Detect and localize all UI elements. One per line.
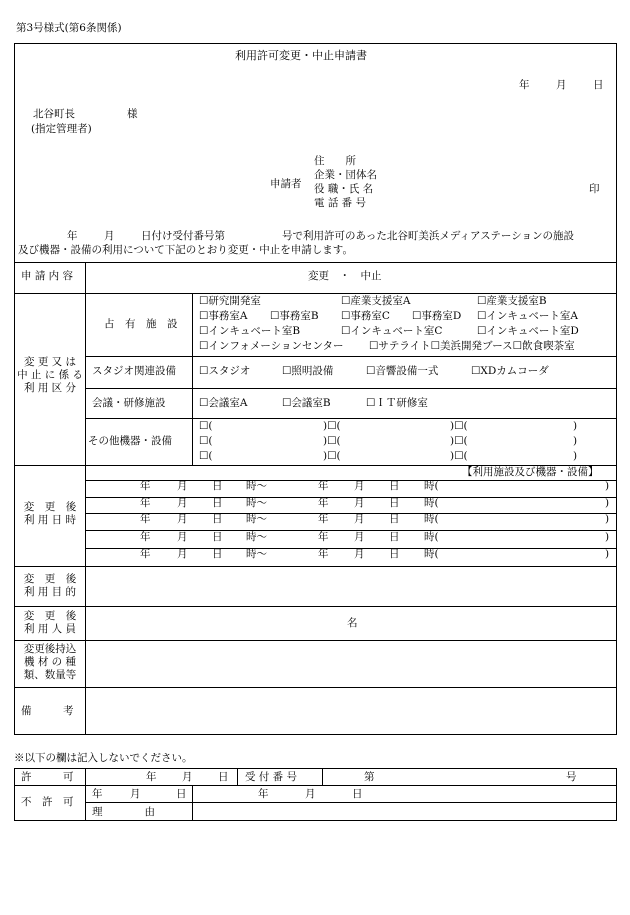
statement-line2: 及び機器・設備の利用について下記のとおり変更・中止を申請します。 — [18, 244, 353, 256]
datetime-year-r2: 年 — [140, 497, 151, 509]
remarks-label: 備 考 — [21, 705, 74, 717]
other-item-sep[interactable]: )☐( — [450, 435, 468, 447]
datetime-year-r1: 年 — [140, 480, 151, 492]
other-item-close: ) — [573, 435, 578, 447]
datetime-year-r1: 年 — [318, 480, 329, 492]
datetime-hour-r4: 時( — [424, 531, 439, 543]
datetime-hour-r2: 時( — [424, 497, 439, 509]
statement-line1: 号で利用許可のあった北谷町美浜メディアステーションの施設 — [282, 230, 575, 242]
applicant-name-label: 役 職・氏 名 — [314, 183, 374, 195]
checkbox-incubate-b[interactable]: ☐インキュベート室B — [199, 325, 301, 337]
checkbox-office-b[interactable]: ☐事務室B — [270, 310, 319, 322]
date-month-label: 月 — [556, 79, 567, 91]
datetime-note: 【利用施設及び機器・設備】 — [462, 466, 599, 478]
checkbox-satellite-group[interactable]: ☐サテライト☐美浜開発ブース☐飲食喫茶室 — [369, 340, 575, 352]
occupied-facility-label: 占 有 施 設 — [104, 318, 178, 330]
datetime-close-r2: ) — [605, 497, 610, 509]
permit-year: 年 — [146, 771, 157, 783]
nonpermit-year2: 年 — [258, 788, 269, 800]
other-item-sep[interactable]: )☐( — [323, 435, 341, 447]
datetime-month-r3: 月 — [177, 513, 188, 525]
permit-month: 月 — [182, 771, 193, 783]
datetime-hour-r5: 時( — [424, 548, 439, 560]
checkbox-lighting[interactable]: ☐照明設備 — [282, 365, 334, 377]
checkbox-incubate-d[interactable]: ☐インキュベート室D — [477, 325, 579, 337]
datetime-month-r4: 月 — [354, 531, 365, 543]
datetime-month-r5: 月 — [354, 548, 365, 560]
datetime-hour-from-r5: 時～ — [246, 548, 267, 560]
checkbox-sound[interactable]: ☐音響設備一式 — [366, 365, 439, 377]
addressee-manager: (指定管理者) — [31, 123, 92, 135]
form-number: 第3号様式(第6条関係) — [16, 22, 122, 34]
receipt-go: 号 — [566, 771, 577, 783]
receipt-dai: 第 — [364, 771, 375, 783]
datetime-day-r2: 日 — [389, 497, 400, 509]
nonpermit-label: 不 許 可 — [21, 796, 74, 808]
datetime-month-r1: 月 — [177, 480, 188, 492]
datetime-close-r5: ) — [605, 548, 610, 560]
date-day-label: 日 — [593, 79, 604, 91]
datetime-day-r1: 日 — [212, 480, 223, 492]
datetime-year-r4: 年 — [140, 531, 151, 543]
datetime-close-r1: ) — [605, 480, 610, 492]
other-item-open[interactable]: ☐( — [199, 420, 213, 432]
form-title: 利用許可変更・中止申請書 — [235, 49, 367, 62]
datetime-year-r3: 年 — [318, 513, 329, 525]
checkbox-office-a[interactable]: ☐事務室A — [199, 310, 248, 322]
addressee-name: 北谷町長 — [33, 108, 75, 120]
datetime-month-r4: 月 — [177, 531, 188, 543]
equipment-label: 変更後持込 機 材 の 種 類、数量等 — [23, 643, 77, 681]
office-note: ※以下の欄は記入しないでください。 — [14, 752, 193, 764]
checkbox-incubate-a[interactable]: ☐インキュベート室A — [477, 310, 578, 322]
checkbox-research-lab[interactable]: ☐研究開発室 — [199, 295, 261, 307]
category-label: 変 更 又 は 中 止 に 係 る 利 用 区 分 — [17, 356, 83, 394]
datetime-year-r2: 年 — [318, 497, 329, 509]
nonpermit-month: 月 — [130, 788, 141, 800]
checkbox-office-d[interactable]: ☐事務室D — [412, 310, 462, 322]
checkbox-office-c[interactable]: ☐事務室C — [341, 310, 390, 322]
datetime-hour-from-r2: 時～ — [246, 497, 267, 509]
datetime-day-r3: 日 — [212, 513, 223, 525]
datetime-hour-r3: 時( — [424, 513, 439, 525]
datetime-day-r1: 日 — [389, 480, 400, 492]
reason-label: 理 由 — [92, 806, 155, 818]
applicant-phone-label: 電 話 番 号 — [314, 197, 367, 209]
receipt-label: 受 付 番 号 — [245, 771, 298, 783]
date-year-label: 年 — [519, 79, 530, 91]
datetime-year-r5: 年 — [318, 548, 329, 560]
datetime-day-r5: 日 — [389, 548, 400, 560]
other-item-close: ) — [573, 450, 578, 462]
checkbox-xd-camcorder[interactable]: ☐XDカムコーダ — [471, 365, 549, 377]
datetime-year-r3: 年 — [140, 513, 151, 525]
applicant-label: 申請者 — [270, 178, 302, 190]
other-equipment-label: その他機器・設備 — [88, 435, 172, 447]
checkbox-industry-support-b[interactable]: ☐産業支援室B — [477, 295, 547, 307]
datetime-month-r5: 月 — [177, 548, 188, 560]
addressee-honorific: 様 — [127, 108, 138, 120]
people-label: 変 更 後 利 用 人 員 — [23, 610, 77, 635]
meeting-facility-label: 会議・研修施設 — [92, 397, 166, 409]
checkbox-incubate-c[interactable]: ☐インキュベート室C — [341, 325, 443, 337]
other-item-close: ) — [573, 420, 578, 432]
datetime-month-r2: 月 — [354, 497, 365, 509]
other-item-sep[interactable]: )☐( — [323, 420, 341, 432]
checkbox-industry-support-a[interactable]: ☐産業支援室A — [341, 295, 411, 307]
applicant-address-label: 住 所 — [314, 155, 356, 167]
datetime-close-r3: ) — [605, 513, 610, 525]
studio-equipment-label: スタジオ関連設備 — [92, 365, 176, 377]
datetime-hour-from-r4: 時～ — [246, 531, 267, 543]
statement-year: 年 — [67, 230, 78, 242]
datetime-hour-from-r1: 時～ — [246, 480, 267, 492]
statement-receipt: 日付け受付番号第 — [141, 230, 225, 242]
statement-month: 月 — [104, 230, 115, 242]
applicant-company-label: 企業・団体名 — [314, 169, 377, 181]
other-item-open[interactable]: ☐( — [199, 435, 213, 447]
datetime-label: 変 更 後 利 用 日 時 — [23, 501, 77, 526]
datetime-year-r5: 年 — [140, 548, 151, 560]
datetime-day-r5: 日 — [212, 548, 223, 560]
permit-label: 許 可 — [21, 771, 74, 783]
checkbox-studio[interactable]: ☐スタジオ — [199, 365, 251, 377]
datetime-day-r3: 日 — [389, 513, 400, 525]
permit-day: 日 — [218, 771, 229, 783]
other-item-sep[interactable]: )☐( — [323, 450, 341, 462]
other-item-sep[interactable]: )☐( — [450, 450, 468, 462]
purpose-label: 変 更 後 利 用 目 的 — [23, 573, 77, 598]
other-item-open[interactable]: ☐( — [199, 450, 213, 462]
datetime-year-r4: 年 — [318, 531, 329, 543]
nonpermit-day: 日 — [176, 788, 187, 800]
nonpermit-month2: 月 — [305, 788, 316, 800]
checkbox-information-center[interactable]: ☐インフォメーションセンター — [199, 340, 344, 352]
datetime-month-r3: 月 — [354, 513, 365, 525]
checkbox-meeting-a[interactable]: ☐会議室A — [199, 397, 248, 409]
seal-mark: 印 — [589, 183, 600, 195]
checkbox-meeting-b[interactable]: ☐会議室B — [282, 397, 331, 409]
checkbox-it-training[interactable]: ☐ＩＴ研修室 — [366, 397, 428, 409]
datetime-month-r1: 月 — [354, 480, 365, 492]
content-value: 変更 ・ 中止 — [308, 270, 382, 282]
datetime-day-r4: 日 — [212, 531, 223, 543]
people-unit: 名 — [347, 617, 358, 629]
other-item-sep[interactable]: )☐( — [450, 420, 468, 432]
datetime-day-r4: 日 — [389, 531, 400, 543]
nonpermit-day2: 日 — [352, 788, 363, 800]
datetime-day-r2: 日 — [212, 497, 223, 509]
content-label: 申 請 内 容 — [21, 270, 74, 282]
datetime-month-r2: 月 — [177, 497, 188, 509]
nonpermit-year: 年 — [92, 788, 103, 800]
datetime-hour-r1: 時( — [424, 480, 439, 492]
datetime-hour-from-r3: 時～ — [246, 513, 267, 525]
datetime-close-r4: ) — [605, 531, 610, 543]
